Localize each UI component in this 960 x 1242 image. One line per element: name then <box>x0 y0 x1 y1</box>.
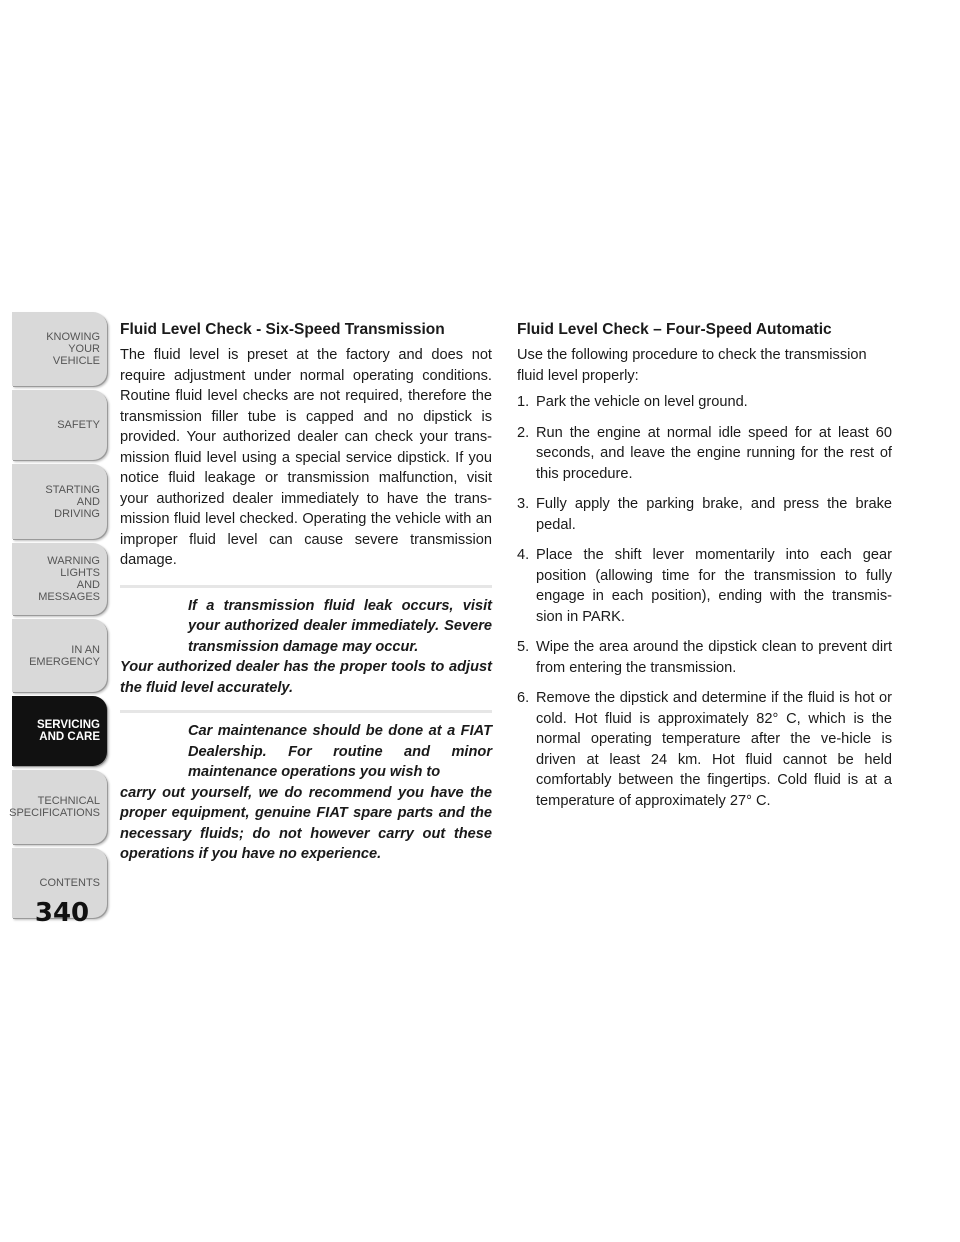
tab-in-an-emergency[interactable] <box>12 619 107 692</box>
section-heading: Fluid Level Check – Four-Speed Automatic <box>517 321 832 338</box>
right-column <box>517 319 892 821</box>
tab-label-line: TECHNICAL <box>37 795 100 807</box>
body-paragraph: The fluid level is preset at the factory and does not require adjustment under normal operating conditions. Routine fluid level checks are not required, therefore the transmission filler tube is capped and no dipstick is provided. Your authorized dealer can check your trans-mission fluid level using a special service dipstick. If you notice fluid leakage or transmission malfunction, visit your authorized dealer immediately to have the trans-mission fluid level checked. Operating the vehicle with an improper fluid level can cause severe transmission damage. <box>120 347 492 568</box>
tab-label-line: LIGHTS <box>60 567 100 579</box>
tab-knowing-your-vehicle[interactable] <box>12 312 107 386</box>
tab-label-line: EMERGENCY <box>29 655 100 668</box>
warning-rest-text: carry out yourself, we do recommend you have the proper equipment, genuine FIAT spare parts and the necessary fluids; do not however carry out these operations if you have no experience. <box>120 784 492 862</box>
tab-label-line: KNOWING <box>46 331 100 343</box>
list-item <box>517 637 892 678</box>
list-item <box>517 545 892 627</box>
tab-label-line: AND <box>76 579 100 591</box>
tab-label-line: AND CARE <box>39 731 100 743</box>
step-text: Run the engine at normal idle speed for at least 60 seconds, and leave the engine running for the rest of this procedure. <box>536 424 892 482</box>
intro-paragraph: Use the following procedure to check the transmission fluid level properly: <box>517 347 867 384</box>
left-column <box>120 319 492 865</box>
tab-label-line: WARNING <box>47 555 100 567</box>
step-text: Fully apply the parking brake, and press the brake pedal. <box>536 496 892 533</box>
tab-servicing-and-care[interactable] <box>12 696 107 766</box>
warning-lead-text: Car maintenance should be done at a FIAT Dealership. For routine and minor maintenance operations you wish to <box>188 723 492 780</box>
step-number: 5. <box>517 639 530 655</box>
step-text: Remove the dipstick and determine if the fluid is hot or cold. Hot fluid is approximately 82° C, which is the normal operating temperature after the ve-hicle is driven at least 24 km. Hot fluid cannot be held comfortably between the fingertips. Cold fluid is at a temperature of approximately 27° C. <box>536 690 892 809</box>
page-number: 340 <box>34 898 90 928</box>
list-item <box>517 494 892 535</box>
tab-warning-lights-and-messages[interactable] <box>12 543 107 615</box>
step-text: Wipe the area around the dipstick clean to prevent dirt from entering the transmission. <box>536 639 892 676</box>
step-number: 2. <box>517 424 530 441</box>
tab-label-line: SERVICING <box>36 719 100 731</box>
procedure-steps <box>517 392 892 811</box>
tab-label-line: AND <box>76 495 100 508</box>
warning-lead-text: If a transmission fluid leak occurs, visit your authorized dealer immediately. Severe transmission damage may occur. <box>188 597 492 655</box>
step-number: 3. <box>517 496 530 512</box>
step-number: 6. <box>517 690 530 706</box>
warning-rest-text: Your authorized dealer has the proper tools to adjust the fluid level accurately. <box>120 659 492 696</box>
tab-technical-specifications[interactable] <box>9 770 107 844</box>
section-heading: Fluid Level Check - Six-Speed Transmission <box>120 321 445 338</box>
chapter-sidebar <box>9 312 107 922</box>
tab-safety[interactable] <box>12 390 107 460</box>
tab-starting-and-driving[interactable] <box>12 464 107 539</box>
tab-label-line: CONTENTS <box>39 877 100 889</box>
list-item <box>517 392 892 413</box>
tab-label-line: IN AN <box>71 643 100 656</box>
tab-label-line: SPECIFICATIONS <box>9 807 100 819</box>
tab-label-line: SAFETY <box>57 419 100 431</box>
step-number: 4. <box>517 547 530 563</box>
tab-label-line: YOUR <box>68 343 100 355</box>
list-item <box>517 688 892 811</box>
warning-block <box>120 710 492 865</box>
list-item <box>517 423 892 485</box>
tab-label-line: DRIVING <box>54 507 100 520</box>
warning-block <box>120 585 492 699</box>
step-number: 1. <box>517 394 530 410</box>
step-text: Park the vehicle on level ground. <box>536 394 748 410</box>
step-text: Place the shift lever momentarily into each gear position (allowing time for the transmission to fully engage in each position), ending with the transmis-sion in PARK. <box>536 547 892 625</box>
tab-label-line: STARTING <box>45 483 100 496</box>
tab-label-line: MESSAGES <box>38 591 100 603</box>
tab-label-line: VEHICLE <box>52 355 100 367</box>
